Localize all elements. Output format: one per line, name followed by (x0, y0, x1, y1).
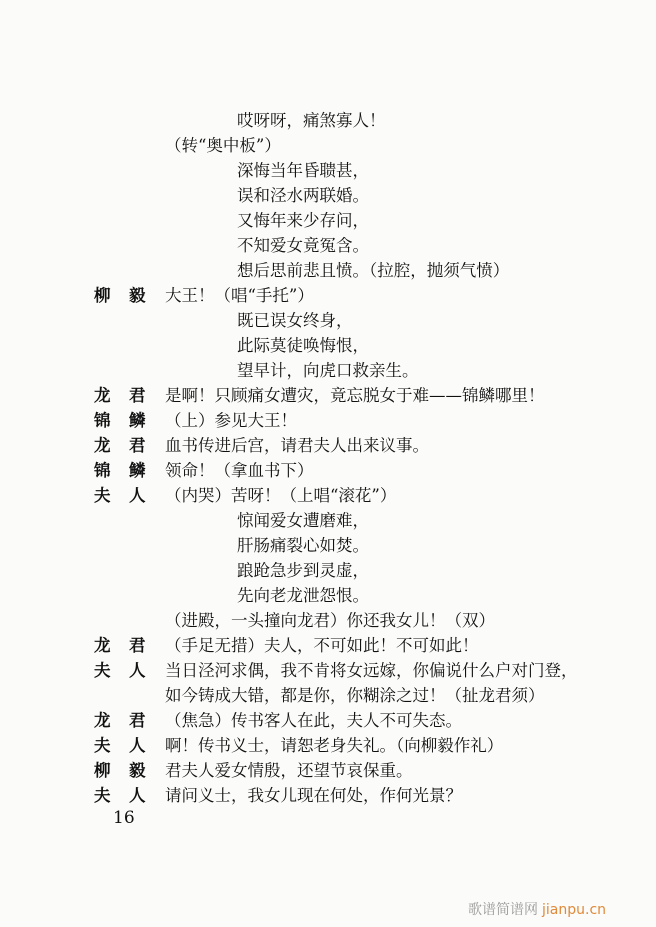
speaker-char: 鳞 (129, 461, 146, 480)
speaker-char: 鳞 (129, 411, 146, 430)
speaker-char: 毅 (129, 761, 146, 780)
speaker-char: 人 (129, 661, 146, 680)
line-text: （焦急）传书客人在此，夫人不可失态。 (165, 711, 462, 730)
speaker-char: 夫 (94, 661, 111, 680)
verse-line (0, 208, 656, 233)
speaker-char: 君 (129, 436, 146, 455)
verse-line (0, 558, 656, 583)
speaker-char: 夫 (94, 736, 111, 755)
dialogue-line (0, 658, 656, 683)
verse-line (0, 333, 656, 358)
line-text: 领命！（拿血书下） (165, 461, 314, 480)
verse-line (0, 183, 656, 208)
line-text: 是啊！只顾痛女遭灾，竟忘脱女于难——锦鳞哪里！ (165, 386, 545, 405)
page-number: 16 (113, 808, 135, 828)
line-text: 如今铸成大错，都是你，你糊涂之过！（扯龙君须） (165, 686, 545, 705)
line-text: 此际莫徒唤悔恨， (237, 336, 369, 355)
line-text: 既已误女终身， (237, 311, 353, 330)
dialogue-line (0, 758, 656, 783)
verse-line (0, 583, 656, 608)
dialogue-line (0, 383, 656, 408)
watermark (468, 899, 606, 919)
watermark-domain: jianpu.cn (542, 902, 607, 918)
script-body (0, 108, 656, 808)
speaker-char: 夫 (94, 486, 111, 505)
line-text: 误和泾水两联婚。 (237, 186, 369, 205)
stage-line (0, 683, 656, 708)
verse-line (0, 508, 656, 533)
speaker-char: 君 (129, 711, 146, 730)
line-text: 先向老龙泄怨恨。 (237, 586, 369, 605)
verse-line (0, 258, 656, 283)
verse-line (0, 358, 656, 383)
verse-line (0, 233, 656, 258)
speaker-char: 君 (129, 636, 146, 655)
dialogue-line (0, 483, 656, 508)
dialogue-line (0, 783, 656, 808)
dialogue-line (0, 433, 656, 458)
speaker-char: 君 (129, 386, 146, 405)
line-text: （手足无措）夫人，不可如此！不可如此！ (165, 636, 479, 655)
verse-line (0, 158, 656, 183)
stage-line (0, 608, 656, 633)
line-text: 深悔当年昏聩甚， (237, 161, 369, 180)
speaker-char: 锦 (94, 461, 111, 480)
speaker-char: 柳 (94, 761, 111, 780)
line-text: 又悔年来少存问， (237, 211, 369, 230)
verse-line (0, 108, 656, 133)
speaker-char: 人 (129, 486, 146, 505)
line-text: （转“奥中板”） (165, 136, 281, 155)
speaker-char: 人 (129, 786, 146, 805)
dialogue-line (0, 458, 656, 483)
line-text: 踉跄急步到灵虚， (237, 561, 369, 580)
speaker-char: 龙 (94, 436, 111, 455)
verse-line (0, 533, 656, 558)
speaker-char: 龙 (94, 636, 111, 655)
line-text: 惊闻爱女遭磨难， (237, 511, 369, 530)
line-text: 大王！（唱“手托”） (165, 286, 314, 305)
speaker-char: 夫 (94, 786, 111, 805)
line-text: 肝肠痛裂心如焚。 (237, 536, 369, 555)
line-text: 请问义士，我女儿现在何处，作何光景？ (165, 786, 462, 805)
line-text: 啊！传书义士，请恕老身失礼。（向柳毅作礼） (165, 736, 504, 755)
line-text: 望早计，向虎口救亲生。 (237, 361, 419, 380)
dialogue-line (0, 283, 656, 308)
line-text: （上）参见大王！ (165, 411, 297, 430)
speaker-char: 柳 (94, 286, 111, 305)
speaker-char: 人 (129, 736, 146, 755)
line-text: 哎呀呀，痛煞寡人！ (237, 111, 386, 130)
speaker-char: 毅 (129, 286, 146, 305)
speaker-char: 锦 (94, 411, 111, 430)
speaker-char: 龙 (94, 386, 111, 405)
line-text: 血书传进后宫，请君夫人出来议事。 (165, 436, 429, 455)
dialogue-line (0, 733, 656, 758)
verse-line (0, 308, 656, 333)
dialogue-line (0, 408, 656, 433)
line-text: 不知爱女竟冤含。 (237, 236, 369, 255)
watermark-site: 歌谱简谱网 (468, 902, 538, 918)
dialogue-line (0, 633, 656, 658)
line-text: （内哭）苦呀！（上唱“滚花”） (165, 486, 397, 505)
line-text: 当日泾河求偶，我不肯将女远嫁，你偏说什么户对门登， (165, 661, 578, 680)
line-text: 君夫人爱女情殷，还望节哀保重。 (165, 761, 413, 780)
line-text: 想后思前悲且愤。（拉腔，抛须气愤） (237, 261, 510, 280)
speaker-char: 龙 (94, 711, 111, 730)
dialogue-line (0, 708, 656, 733)
line-text: （进殿，一头撞向龙君）你还我女儿！（双） (165, 611, 495, 630)
stage-line (0, 133, 656, 158)
